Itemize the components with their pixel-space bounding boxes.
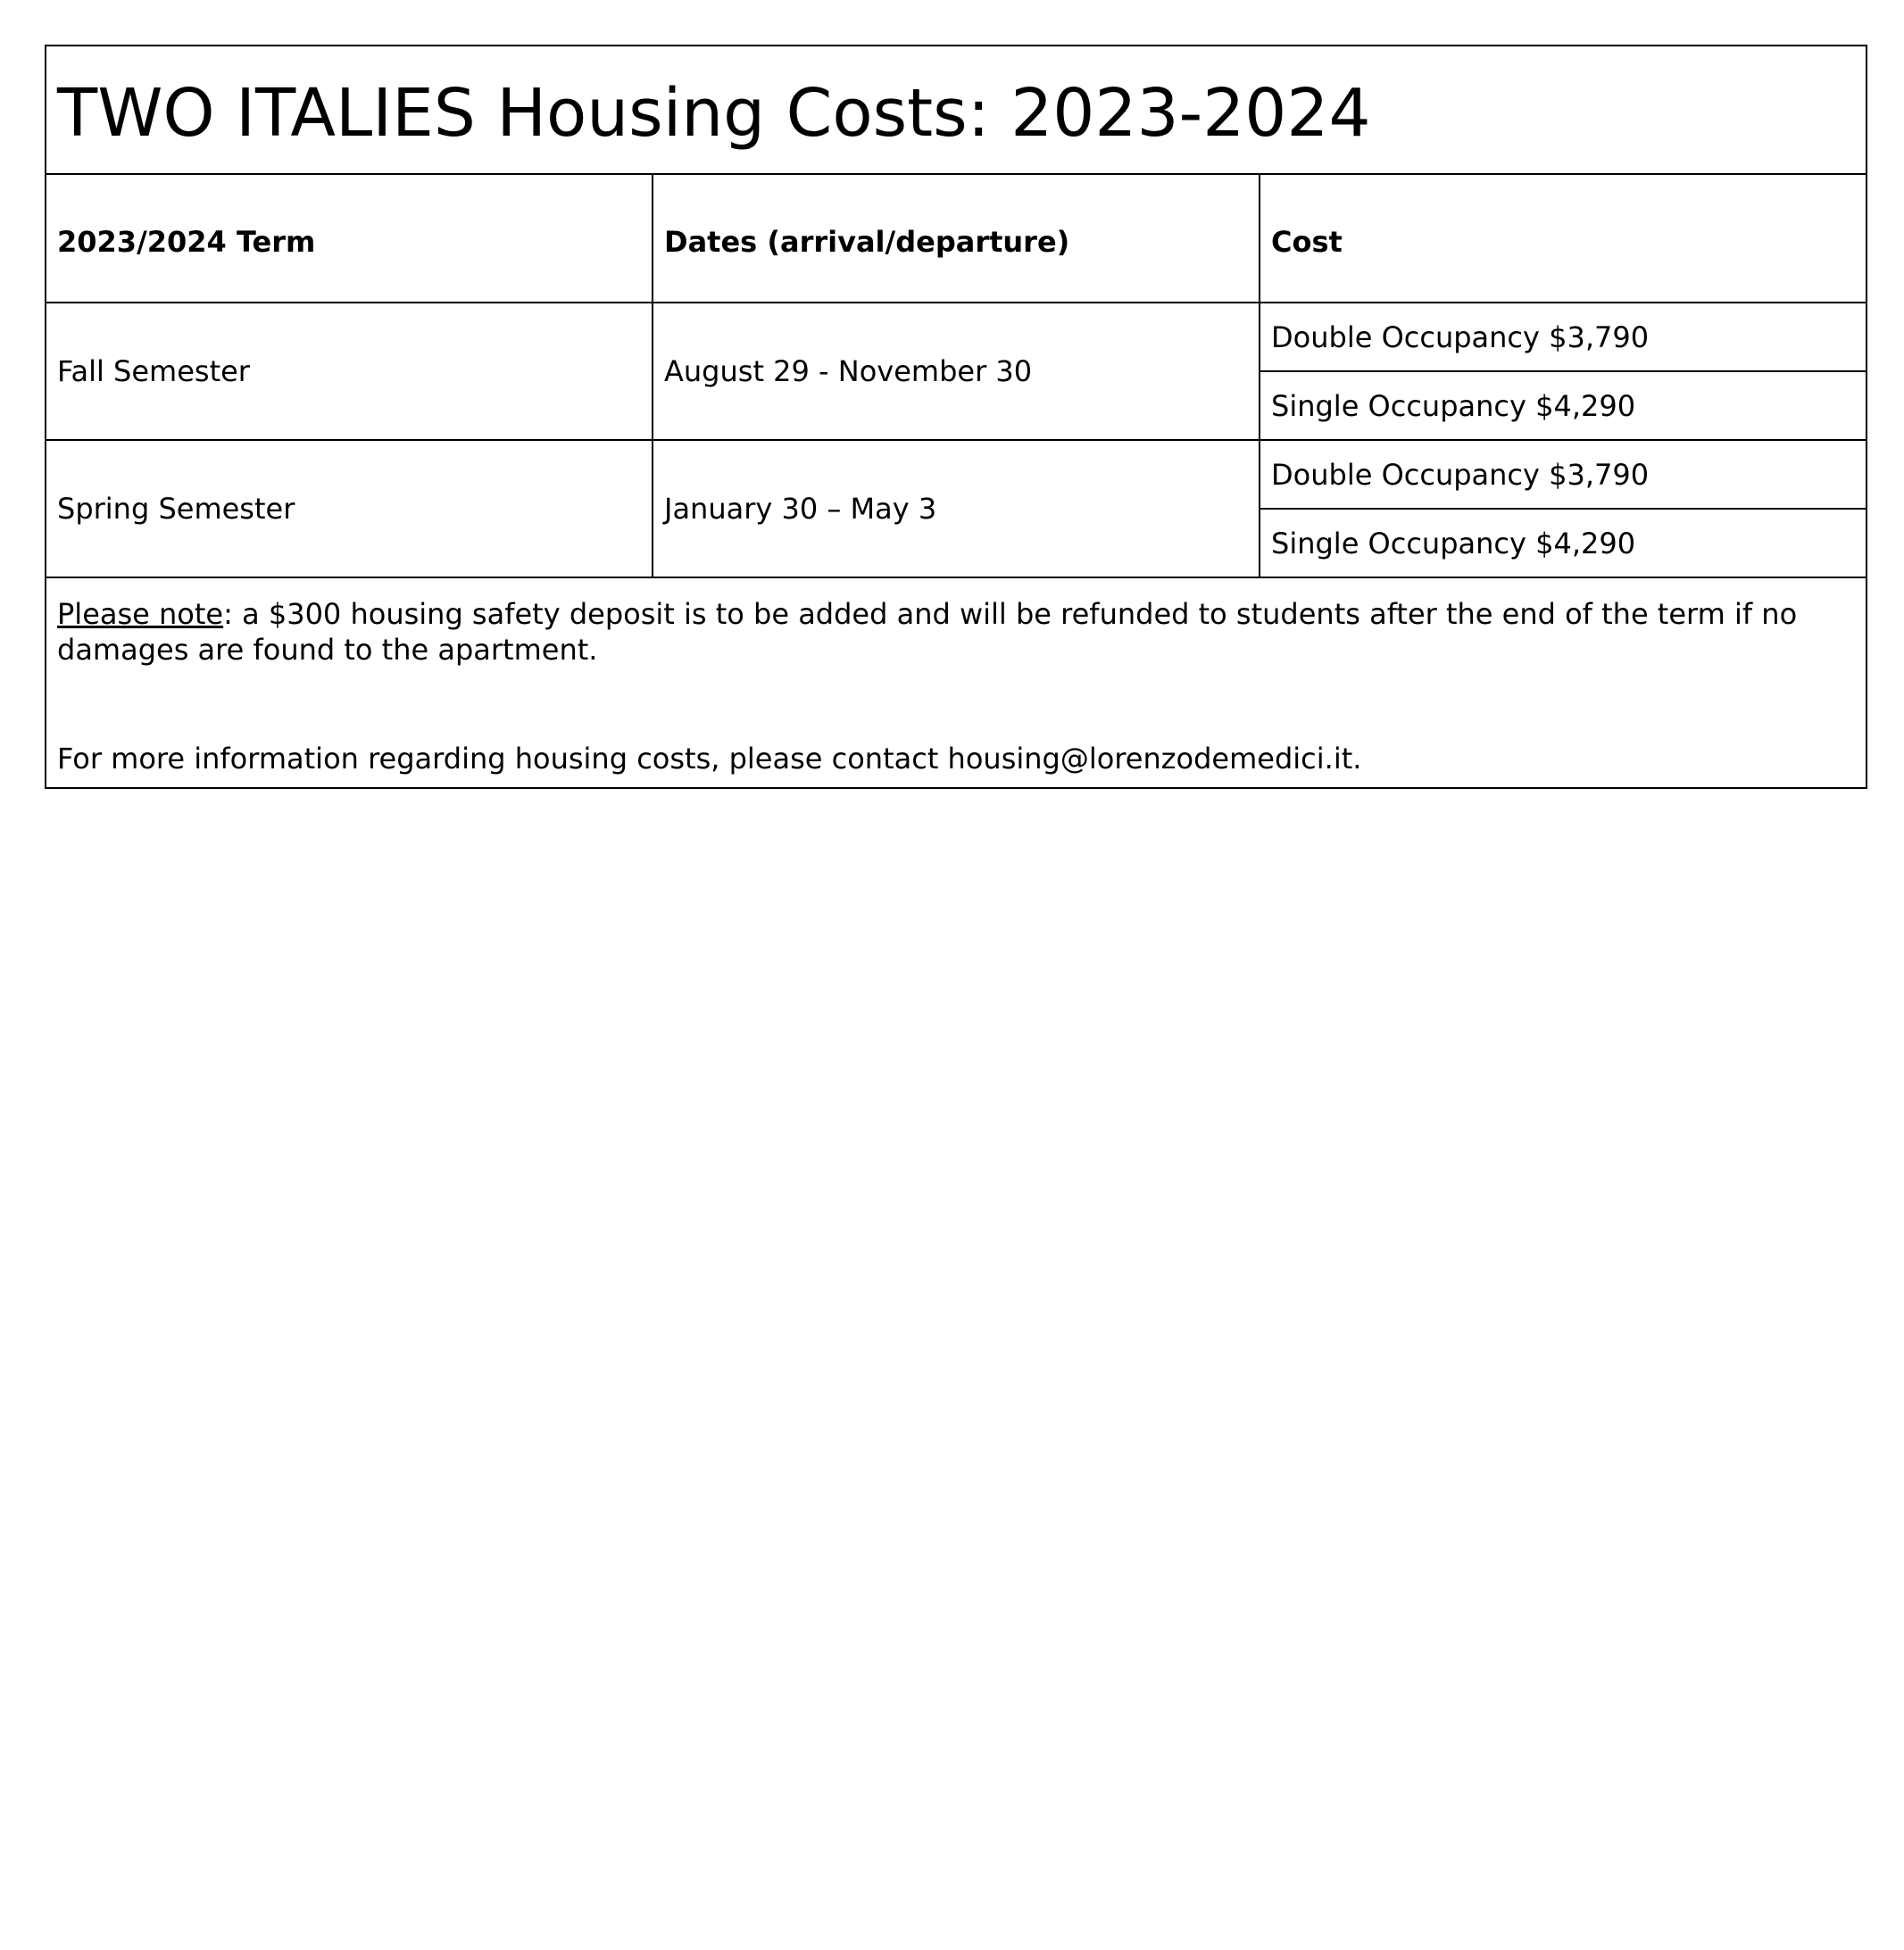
note-label: Please note <box>57 597 224 631</box>
note-row <box>46 577 1867 788</box>
page-title: TWO ITALIES Housing Costs: 2023-2024 <box>46 46 1867 174</box>
cost-cell-double: Double Occupancy $3,790 <box>1260 303 1867 371</box>
cost-cell-single: Single Occupancy $4,290 <box>1260 371 1867 440</box>
deposit-note <box>57 596 1855 668</box>
note-cell <box>46 577 1867 788</box>
term-cell: Spring Semester <box>46 440 653 577</box>
note-spacer <box>57 668 1855 741</box>
term-cell: Fall Semester <box>46 303 653 440</box>
header-cost: Cost <box>1260 174 1867 303</box>
title-row <box>46 46 1867 174</box>
cost-cell-single: Single Occupancy $4,290 <box>1260 509 1867 577</box>
header-dates: Dates (arrival/departure) <box>653 174 1260 303</box>
header-term: 2023/2024 Term <box>46 174 653 303</box>
header-row <box>46 174 1867 303</box>
contact-note: For more information regarding housing costs, please contact housing@lorenzodemedici.it. <box>57 742 1362 776</box>
note-text: : a $300 housing safety deposit is to be added and will be refunded to students after the end of the term if no damages are found to the apartment. <box>57 597 1798 667</box>
housing-costs-table <box>45 45 1867 789</box>
cost-cell-double: Double Occupancy $3,790 <box>1260 440 1867 509</box>
table-row-spring <box>46 440 1867 509</box>
dates-cell: January 30 – May 3 <box>653 440 1260 577</box>
dates-cell: August 29 - November 30 <box>653 303 1260 440</box>
table-row-fall <box>46 303 1867 371</box>
